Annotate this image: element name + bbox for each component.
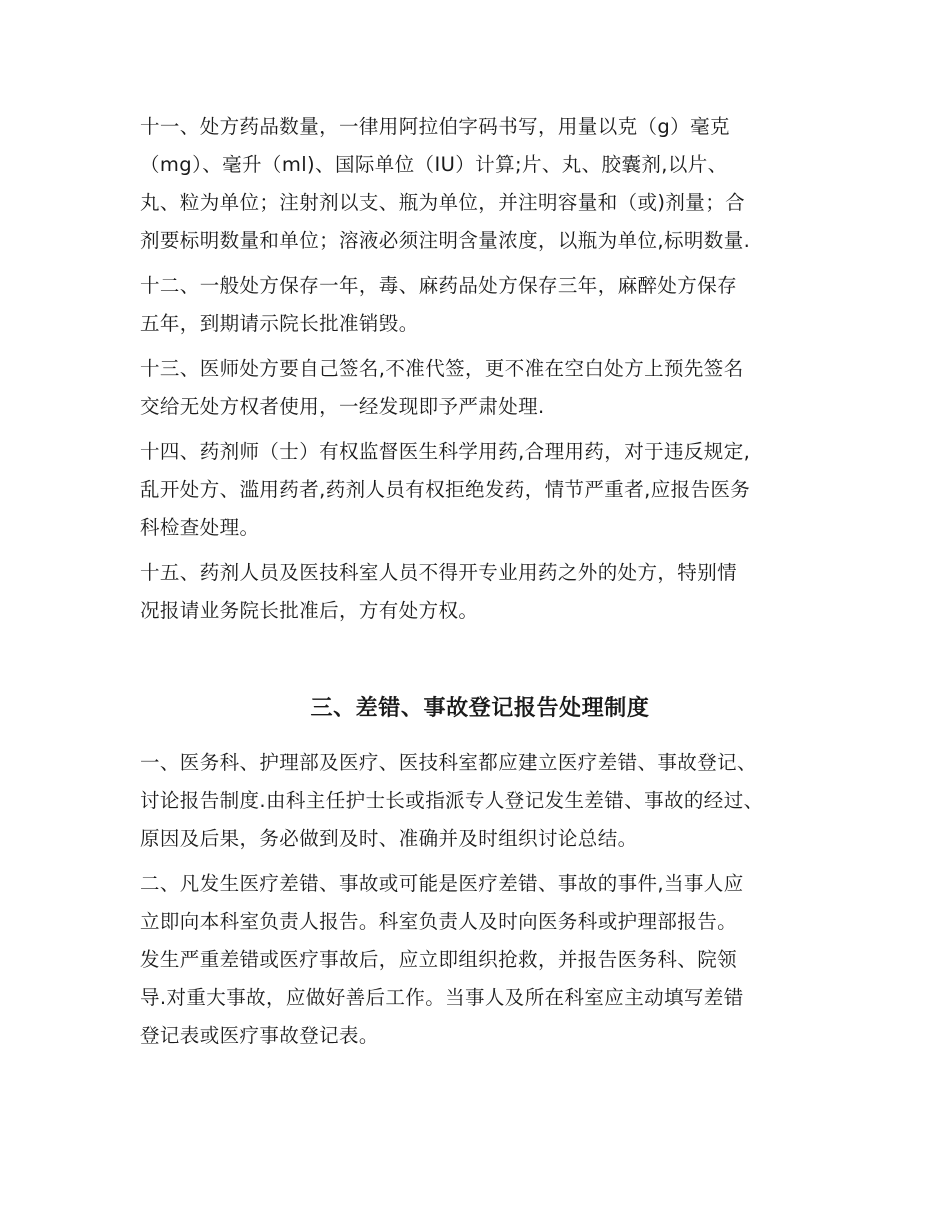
- paragraph-rule-13: [140, 350, 820, 426]
- text-line: 丸、粒为单位；注射剂以支、瓶为单位，并注明容量和（或)剂量；合: [140, 191, 746, 214]
- text-line: 交给无处方权者使用，一经发现即予严肃处理.: [140, 395, 545, 418]
- paragraph-item-1: [140, 744, 820, 858]
- text-line: 登记表或医疗事故登记表。: [140, 1024, 379, 1047]
- text-line: 五年，到期请示院长批准销毁。: [140, 312, 419, 335]
- paragraph-rule-14: [140, 433, 820, 547]
- document-page: [140, 108, 820, 1062]
- paragraph-item-2: [140, 865, 820, 1055]
- text-line: 况报请业务院长批准后，方有处方权。: [140, 599, 479, 622]
- text-line: 十一、处方药品数量，一律用阿拉伯字码书写，用量以克（g）毫克: [140, 115, 730, 138]
- paragraph-rule-15: [140, 554, 820, 630]
- text-line: 原因及后果，务必做到及时、准确并及时组织讨论总结。: [140, 827, 638, 850]
- section-heading: 三、差错、事故登记报告处理制度: [310, 696, 650, 721]
- text-line: 科检查处理。: [140, 516, 260, 539]
- text-line: 十三、医师处方要自己签名,不准代签，更不准在空白处方上预先签名: [140, 357, 744, 380]
- text-line: 十四、药剂师（士）有权监督医生科学用药,合理用药，对于违反规定,: [140, 440, 751, 463]
- text-line: （mg）、毫升（ml)、国际单位（IU）计算;片、丸、胶囊剂,以片、: [140, 153, 728, 176]
- paragraph-rule-12: [140, 267, 820, 343]
- text-line: 十五、药剂人员及医技科室人员不得开专业用药之外的处方，特别情: [140, 561, 738, 584]
- text-line: 二、凡发生医疗差错、事故或可能是医疗差错、事故的事件,当事人应: [140, 872, 744, 895]
- text-line: 乱开处方、滥用药者,药剂人员有权拒绝发药，情节严重者,应报告医务: [140, 478, 751, 501]
- text-line: 导.对重大事故，应做好善后工作。当事人及所在科室应主动填写差错: [140, 986, 744, 1009]
- text-line: 立即向本科室负责人报告。科室负责人及时向医务科或护理部报告。: [140, 910, 738, 933]
- text-line: 十二、一般处方保存一年，毒、麻药品处方保存三年，麻醉处方保存: [140, 274, 738, 297]
- text-line: 讨论报告制度.由科主任护士长或指派专人登记发生差错、事故的经过、: [140, 789, 764, 812]
- text-line: 剂要标明数量和单位；溶液必须注明含量浓度，以瓶为单位,标明数量.: [140, 229, 751, 252]
- paragraph-rule-11: [140, 108, 820, 260]
- text-line: 一、医务科、护理部及医疗、医技科室都应建立医疗差错、事故登记、: [140, 751, 757, 774]
- text-line: 发生严重差错或医疗事故后，应立即组织抢救，并报告医务科、院领: [140, 948, 738, 971]
